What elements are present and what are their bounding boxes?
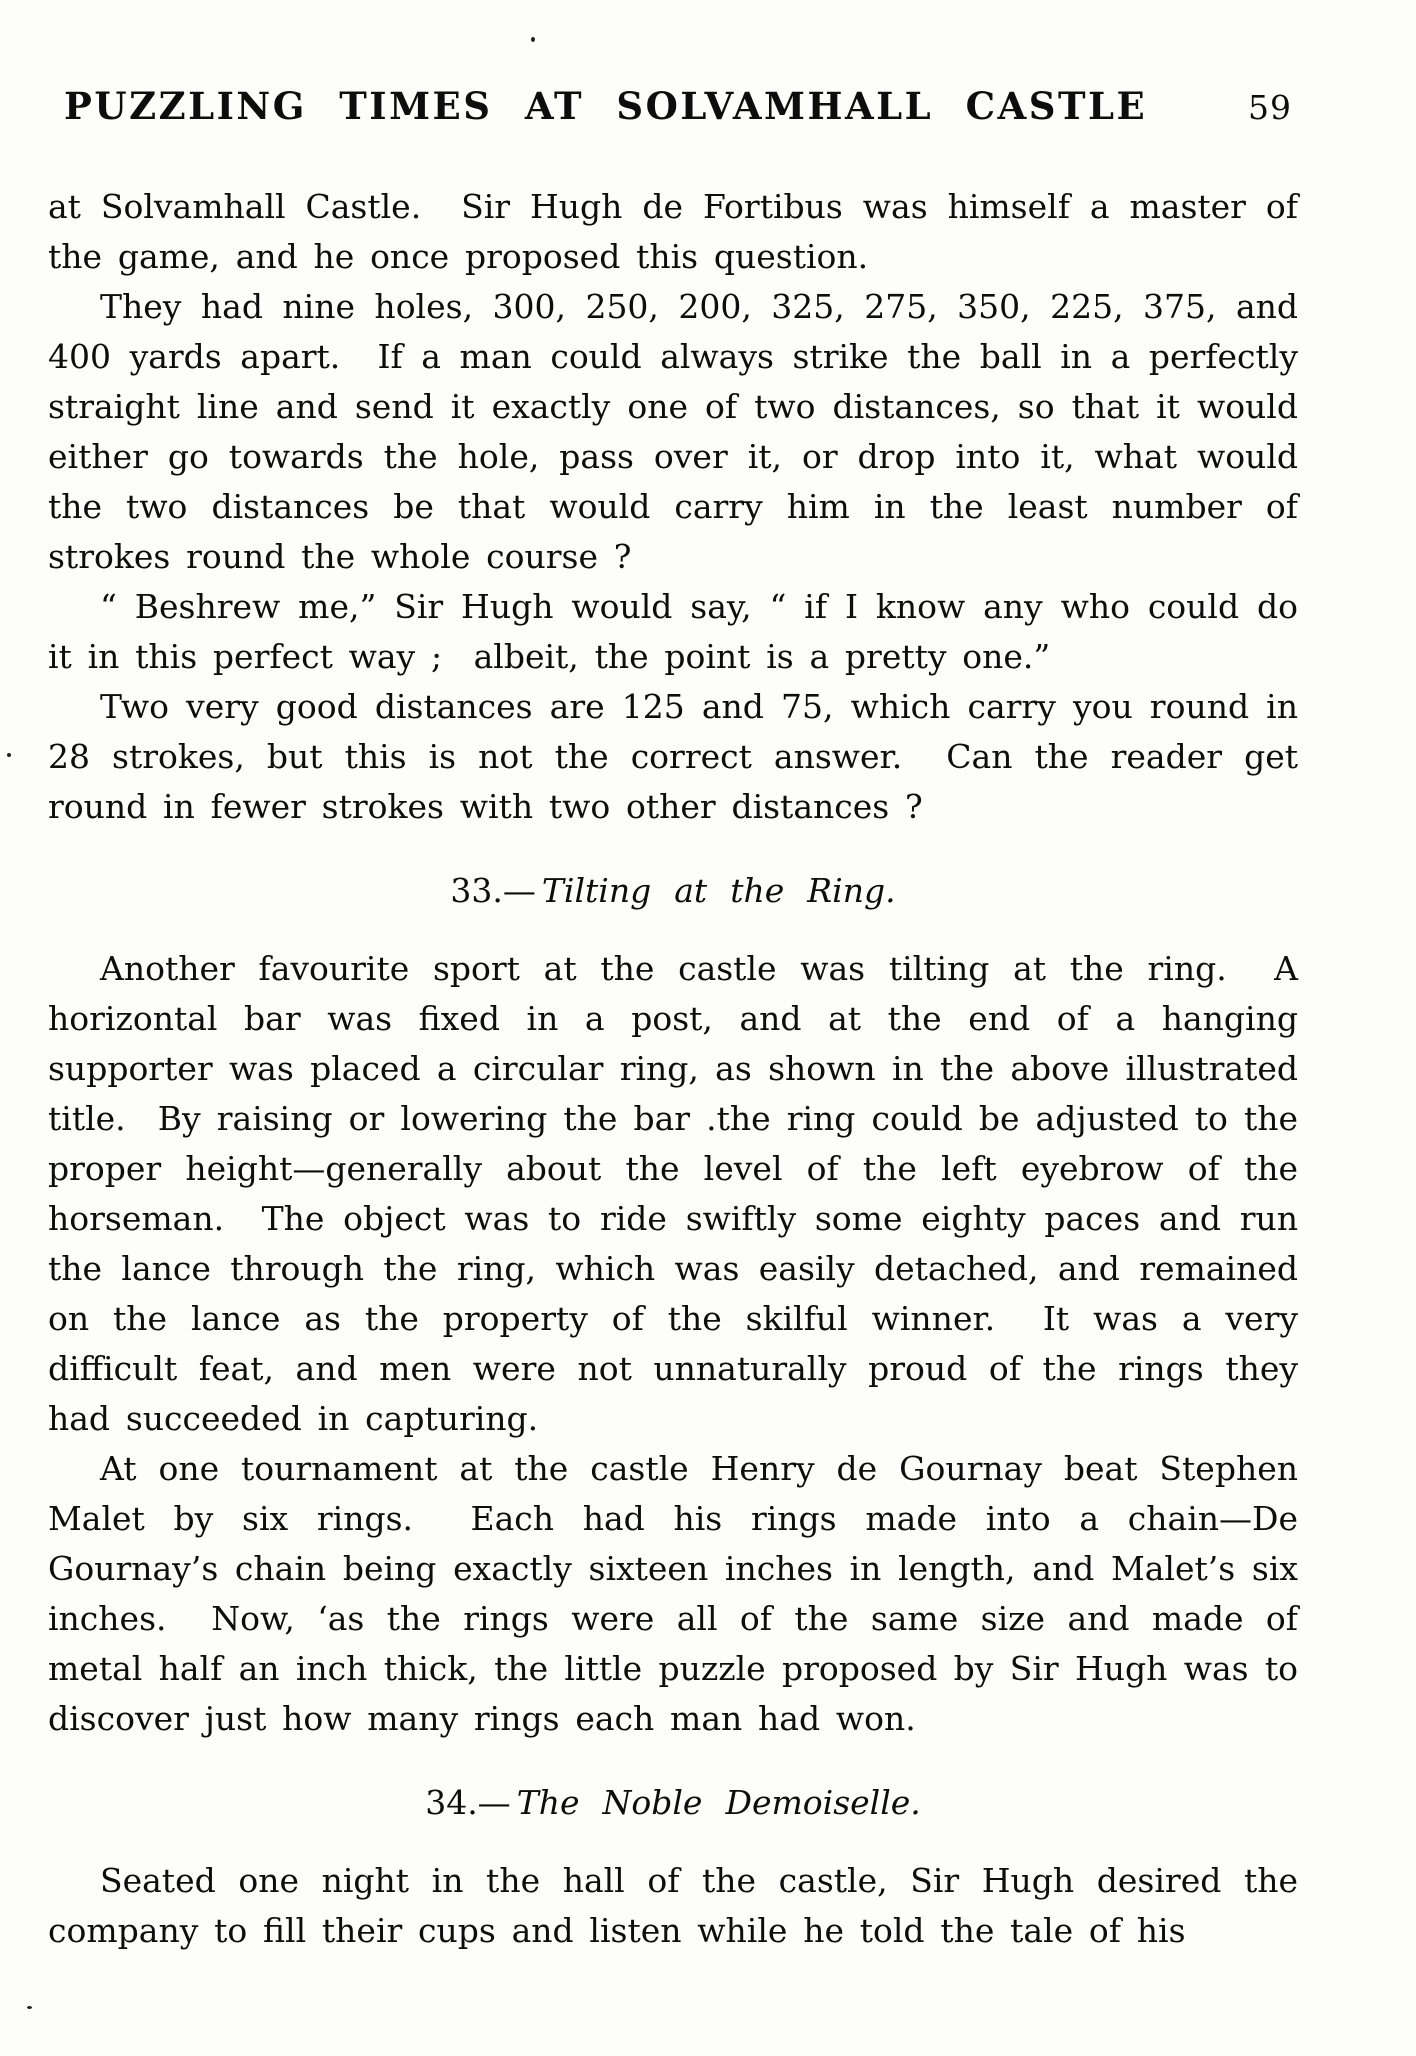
- paragraph: Two very good distances are 125 and 75, which carry you round in 28 strokes, but this is not the correct answer. Can the reader get round in fewer strokes with two other distances ?: [48, 687, 1314, 826]
- scan-artifact-dot: [7, 753, 11, 757]
- section-number: 34.—: [425, 1783, 511, 1822]
- running-head-title: PUZZLING TIMES AT SOLVAMHALL CASTLE: [64, 84, 1148, 128]
- section-number: 33.—: [450, 871, 536, 910]
- paragraph: They had nine holes, 300, 250, 200, 325, 275, 350, 225, 375, and 400 yards apart. If a man could always strike the ball in a perfectly straight line and send it exactly one of two distances, so that it would either go towards the hole, pass over it, or drop into it, what would the two distances be that would carry him in the least number of strokes round the whole course ?: [48, 287, 1314, 576]
- paragraph: At one tournament at the castle Henry de Gournay beat Stephen Malet by six rings. Each had his rings made into a chain—De Gournay’s chain being exactly sixteen inches in length, and Malet’s six inches. Now, ‘as the rings were all of the same size and made of metal half an inch thick, the little puzzle proposed by Sir Hugh was to discover just how many rings each man had won.: [48, 1449, 1314, 1738]
- page-number: 59: [1248, 88, 1292, 127]
- section-title: The Noble Demoiselle.: [516, 1783, 921, 1822]
- page-content: [48, 182, 1314, 1956]
- paragraph: Another favourite sport at the castle was tilting at the ring. A horizontal bar was fixed in a post, and at the end of a hanging supporter was placed a circular ring, as shown in the above illustrated title. By raising or lowering the bar .the ring could be adjusted to the proper height—generally about the level of the left eyebrow of the horseman. The object was to ride swiftly some eighty paces and run the lance through the ring, which was easily detached, and remained on the lance as the property of the skilful winner. It was a very difficult feat, and men were not unnaturally proud of the rings they had succeeded in capturing.: [48, 949, 1314, 1438]
- paragraph: at Solvamhall Castle. Sir Hugh de Fortibus was himself a master of the game, and he once proposed this question.: [48, 187, 1314, 276]
- paragraph: “ Beshrew me,” Sir Hugh would say, “ if I know any who could do it in this perfect way ; albeit, the point is a pretty one.”: [48, 587, 1314, 676]
- page-header: [48, 84, 1298, 128]
- paragraph: Seated one night in the hall of the castle, Sir Hugh desired the company to fill their cups and listen while he told the tale of his: [48, 1861, 1314, 1950]
- scan-artifact-dot: [27, 2006, 32, 2009]
- scan-artifact-dot: [531, 37, 535, 42]
- section-title: Tilting at the Ring.: [541, 871, 896, 910]
- section-heading: [48, 866, 1298, 916]
- section-heading: [48, 1778, 1298, 1828]
